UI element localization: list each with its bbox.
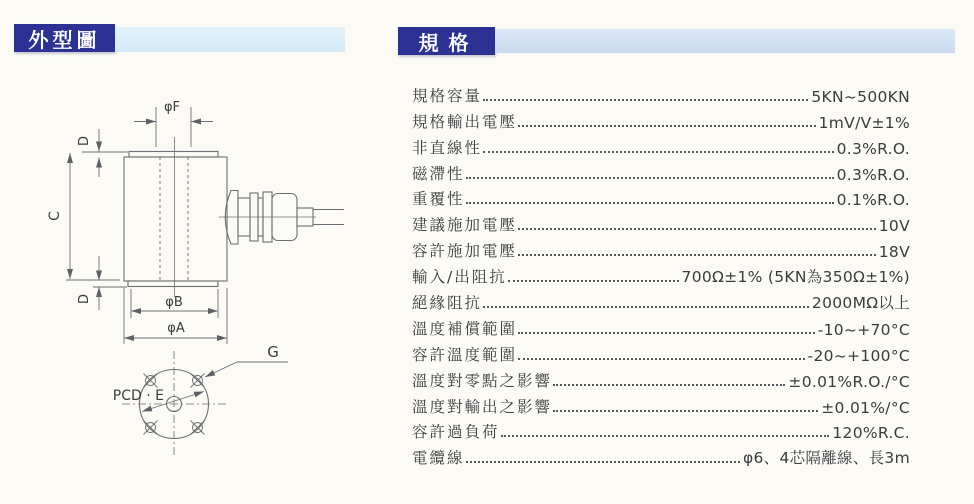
spec-label: 溫度對輸出之影響 (412, 397, 553, 416)
dim-label-d-top: D (77, 135, 92, 147)
pcd-label: PCD · E (112, 388, 164, 404)
spec-value: 700Ω±1% (5KN為350Ω±1%) (681, 268, 910, 287)
dots-leader (518, 125, 816, 127)
spec-row (412, 417, 910, 443)
spec-value: ±0.01%/°C (821, 398, 910, 417)
spec-label: 規格輸出電壓 (412, 112, 518, 131)
spec-value: 1mV/V±1% (818, 113, 910, 132)
dim-label-c: C (47, 211, 63, 221)
spec-value: -10~+70°C (817, 320, 910, 339)
specs-header-bar (495, 29, 955, 53)
spec-row (412, 287, 910, 313)
spec-row (412, 442, 910, 468)
body (124, 157, 227, 281)
outline-drawing (0, 0, 400, 504)
spec-row (412, 313, 910, 339)
spec-value: 18V (878, 243, 910, 262)
spec-label: 規格容量 (412, 86, 483, 105)
spec-row (412, 209, 910, 235)
dots-leader (518, 228, 876, 230)
bolt-hole-label: G (267, 343, 279, 361)
spec-row (412, 158, 910, 184)
top-plate (129, 152, 218, 158)
dots-leader (501, 435, 830, 437)
bolt-leader (205, 362, 288, 377)
spec-label: 容許施加電壓 (412, 242, 518, 261)
spec-label: 容許溫度範圍 (412, 345, 518, 364)
spec-label: 輸入/出阻抗 (412, 268, 507, 287)
spec-row (412, 132, 910, 158)
spec-row (412, 235, 910, 261)
spec-value: 0.3%R.O. (836, 165, 910, 184)
dim-label-b: φB (165, 295, 183, 310)
spec-value: φ6、4芯隔離線、長3m (742, 449, 910, 468)
dim-label-a: φA (167, 321, 185, 336)
spec-value: 2000MΩ以上 (811, 294, 910, 313)
spec-label: 溫度對零點之影響 (412, 371, 553, 390)
side-view (124, 137, 227, 297)
dots-leader (518, 254, 876, 256)
spec-value: ±0.01%R.O./°C (788, 372, 910, 391)
dim-label-f: φF (163, 100, 181, 115)
spec-row (412, 261, 910, 287)
dots-leader (553, 410, 818, 412)
spec-label: 容許過負荷 (412, 423, 500, 442)
dots-leader (466, 461, 740, 463)
spec-value: 5KN~500KN (811, 87, 910, 106)
spec-value: 0.3%R.O. (836, 139, 910, 158)
dots-leader (518, 358, 805, 360)
spec-label: 絕緣阻抗 (412, 294, 483, 313)
spec-label: 磁滯性 (412, 164, 465, 183)
dim-label-d-bottom: D (77, 293, 92, 305)
spec-list (412, 80, 910, 468)
spec-value: 0.1%R.O. (836, 191, 910, 210)
spec-label: 重覆性 (412, 190, 465, 209)
dots-leader (508, 280, 679, 282)
spec-row (412, 106, 910, 132)
spec-row (412, 80, 910, 106)
dots-leader (553, 384, 785, 386)
spec-label: 電纜線 (412, 449, 465, 468)
bottom-plate (128, 281, 218, 287)
spec-row (412, 391, 910, 417)
dots-leader (483, 151, 834, 153)
cable-connector (219, 191, 344, 245)
dots-leader (466, 202, 834, 204)
bottom-view (122, 351, 288, 457)
section-title-specs: 規格 (398, 27, 495, 55)
dots-leader (466, 177, 834, 179)
spec-value: 120%R.C. (832, 424, 910, 443)
spec-label: 建議施加電壓 (412, 216, 518, 235)
spec-row (412, 365, 910, 391)
spec-row (412, 339, 910, 365)
dots-leader (483, 99, 808, 101)
spec-label: 溫度補償範圍 (412, 319, 518, 338)
spec-value: -20~+100°C (807, 346, 910, 365)
spec-row (412, 184, 910, 210)
dots-leader (483, 306, 809, 308)
section-title-outline: 外型圖 (14, 24, 115, 52)
dots-leader (518, 332, 815, 334)
spec-value: 10V (878, 217, 910, 236)
spec-label: 非直線性 (412, 138, 483, 157)
